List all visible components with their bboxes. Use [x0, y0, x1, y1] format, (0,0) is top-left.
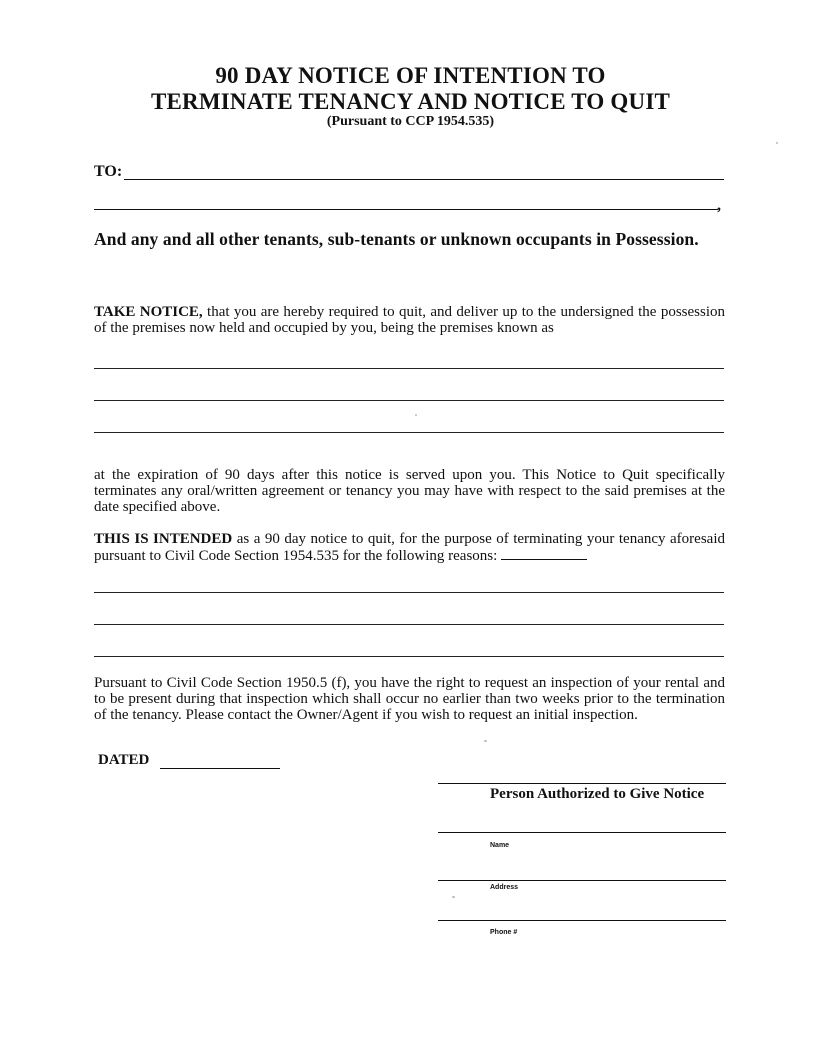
premises-blank-line-3[interactable] [94, 432, 724, 433]
scan-speck [484, 740, 487, 742]
phone-line[interactable] [438, 920, 726, 921]
address-line[interactable] [438, 880, 726, 881]
premises-blank-line-1[interactable] [94, 368, 724, 369]
authorized-person-label: Person Authorized to Give Notice [490, 786, 705, 802]
inspection-paragraph: Pursuant to Civil Code Section 1950.5 (f), you have the right to request an inspection of your rental and to be present during that inspection which shall occur no earlier than two weeks prior to the termination of the tenancy. Please contact the Owner/Agent if you wish to request an initial inspection. [94, 675, 725, 723]
comma-mark: , [717, 197, 721, 214]
intended-text: as a 90 day notice to quit, for the purpose of terminating your tenancy aforesaid pursuant to Civil Code Section 1954.535 for the following reasons: [94, 531, 725, 564]
intended-paragraph [94, 531, 725, 564]
take-notice-bold: TAKE NOTICE, [94, 304, 203, 320]
title-line-2: TERMINATE TENANCY AND NOTICE TO QUIT [150, 89, 671, 114]
signature-line[interactable] [438, 783, 726, 784]
reasons-blank-line-3[interactable] [94, 656, 724, 657]
to-blank-line[interactable] [124, 179, 724, 180]
recipient-blank-line-2[interactable] [94, 209, 718, 210]
subtitle: (Pursuant to CCP 1954.535) [326, 114, 495, 129]
scan-speck [452, 896, 455, 898]
name-label: Name [490, 842, 510, 849]
title-line-1: 90 DAY NOTICE OF INTENTION TO [215, 63, 606, 88]
address-label: Address [490, 884, 519, 891]
to-label: TO: [94, 163, 123, 180]
expiration-paragraph: at the expiration of 90 days after this notice is served upon you. This Notice to Quit specifically terminates any oral/written agreement or tenancy you may have with respect to the said premises at the date specified above. [94, 467, 725, 515]
to-row [94, 161, 724, 183]
reasons-blank-line-2[interactable] [94, 624, 724, 625]
intended-bold: THIS IS INTENDED [94, 531, 233, 547]
premises-blank-line-2[interactable] [94, 400, 724, 401]
dated-label: DATED [98, 752, 150, 768]
scan-speck [415, 414, 417, 416]
reasons-blank-line-1[interactable] [94, 592, 724, 593]
other-occupants-statement: And any and all other tenants, sub-tenants or unknown occupants in Possession. [94, 229, 699, 249]
reason-blank-inline[interactable] [501, 547, 587, 560]
take-notice-paragraph [94, 304, 725, 336]
scan-speck [776, 142, 778, 144]
name-line[interactable] [438, 832, 726, 833]
phone-label: Phone # [490, 929, 518, 936]
take-notice-text: that you are hereby required to quit, and deliver up to the undersigned the possession of the premises now held and occupied by you, being the premises known as [94, 304, 725, 336]
dated-blank-line[interactable] [160, 768, 280, 769]
